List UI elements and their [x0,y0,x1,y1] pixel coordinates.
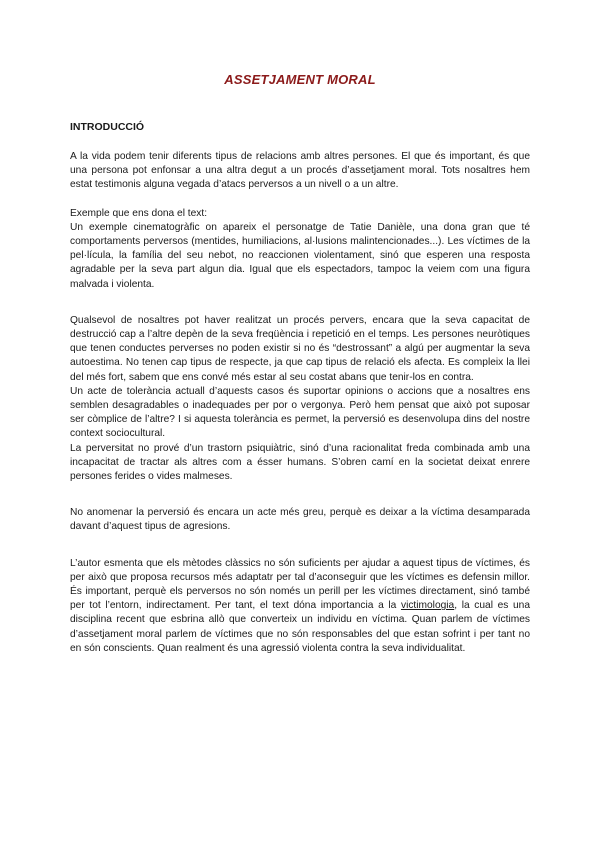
section-heading-introduccio: INTRODUCCIÓ [70,121,145,133]
author-paragraph [70,557,530,656]
perverse-process-paragraph: Qualsevol de nosaltres pot haver realitzat un procés pervers, encara que la seva capacitat de destrucció cap a l’altre depèn de la seva freqüència i repetició en el temps. Les persones neuròtiques que tenen conductes perverses no poden existir si no és “destrossant” a algú per augmentar la seva autoestima. No tenen cap tipus de respecte, ja que cap tipus de relació els afecta. Es compleix la llei del més fort, sabem que ens convé més estar al seu costat abans que tenir-los en contra. [70,314,530,383]
author-paragraph-text-start: L’autor esmenta que els mètodes clàssics no són suficients per ajudar a aquest tipus de víctimes, és per això que proposa recursos més adaptatr per tal d’aconseguir que les víctimes es defensin millor. És important, perquè els perversos no són només un perill per les víctimes directament, sinó també per tot l’entorn, indirectament. Per tant, el text dóna importancia a la [70,557,530,612]
perversity-paragraph: La perversitat no prové d’un trastorn psiquiàtric, sinó d’una racionalitat freda combinada amb una incapacitat de tractar als altres com a ésser humans. S’obren camí en la societat deixat enrere persones ferides o vides malmeses. [70,442,530,483]
document-title: ASSETJAMENT MORAL [224,72,376,87]
example-paragraph: Un exemple cinematogràfic on apareix el personatge de Tatie Danièle, una dona gran que té comportaments perversos (mentides, humiliacions, al·lusions malintencionades...). Les víctimes de la pel·lícula, la família del seu nebot, no reaccionen violentament, sinó que esperen una resposta agradable per la seva part algun dia. Igual que els espectadors, tampoc la veiem com una figura malvada i violenta. [70,221,530,290]
intro-paragraph: A la vida podem tenir diferents tipus de relacions amb altres persones. El que és important, és que una persona pot enfonsar a una altra degut a un procés d’assetjament moral. Tots nosaltres hem estat testimonis alguna vegada d’atacs perversos a un nivell o a un altre. [70,151,530,191]
victimologia-link[interactable]: victimologia [400,600,455,612]
not-naming-paragraph: No anomenar la perversió és encara un acte més greu, perquè es deixar a la víctima desamparada davant d’aquest tipus de agresions. [70,507,530,533]
tolerance-paragraph: Un acte de tolerància actuall d’aquests casos és suportar opinions o accions que a nosaltres ens semblen desagradables o inadequades per por o vergonya. Però hem pensat que això pot suposar ser còmplice de l’altre? I si aquesta tolerància es permet, la perversió es desenvolupa dins del nostre context sociocultural. [70,385,530,440]
document-page [70,0,530,656]
author-paragraph-text-end: , la cual es una disciplina recent que esbrina allò que converteix un individu en víctima. Quan parlem de víctimes d’assetjament moral parlem de víctimes que no són responsables del que estan sofrint i per tant no en són conscients. Quan realment és una agressió violenta contra la seva individualitat. [70,600,531,654]
example-label: Exemple que ens dona el text: [70,207,208,219]
